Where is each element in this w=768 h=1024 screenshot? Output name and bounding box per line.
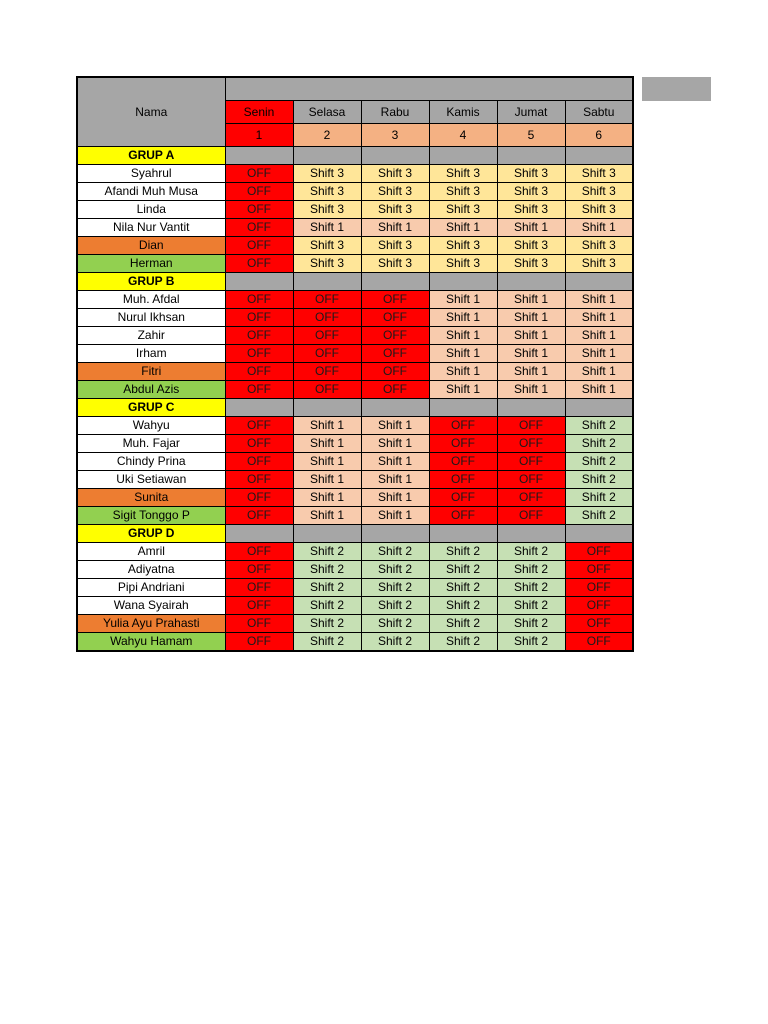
group-header-cell[interactable] [497, 147, 565, 165]
shift-cell[interactable]: OFF [293, 291, 361, 309]
shift-cell[interactable]: Shift 3 [293, 237, 361, 255]
shift-cell[interactable]: Shift 2 [565, 507, 633, 525]
table-row [77, 183, 633, 201]
employee-name[interactable]: Zahir [77, 327, 225, 345]
table-row [77, 597, 633, 615]
employee-name[interactable]: Abdul Azis [77, 381, 225, 399]
shift-cell[interactable]: OFF [225, 183, 293, 201]
shift-cell[interactable]: Shift 3 [361, 165, 429, 183]
shift-cell[interactable]: Shift 3 [565, 183, 633, 201]
shift-cell[interactable]: OFF [225, 435, 293, 453]
shift-cell[interactable]: OFF [497, 471, 565, 489]
shift-cell[interactable]: OFF [225, 165, 293, 183]
shift-cell[interactable]: Shift 2 [497, 579, 565, 597]
table-row [77, 201, 633, 219]
shift-cell[interactable]: OFF [497, 507, 565, 525]
shift-cell[interactable]: Shift 1 [293, 489, 361, 507]
shift-cell[interactable]: OFF [225, 255, 293, 273]
shift-cell[interactable]: Shift 3 [497, 237, 565, 255]
shift-cell[interactable]: Shift 1 [565, 309, 633, 327]
group-header-cell[interactable] [565, 525, 633, 543]
group-header-cell[interactable] [429, 273, 497, 291]
day-header-kamis[interactable]: Kamis [429, 101, 497, 124]
day-number-3[interactable]: 3 [361, 124, 429, 147]
employee-name[interactable]: Afandi Muh Musa [77, 183, 225, 201]
shift-cell[interactable]: OFF [225, 363, 293, 381]
shift-cell[interactable]: OFF [225, 219, 293, 237]
shift-cell[interactable]: Shift 1 [497, 381, 565, 399]
group-header-cell[interactable] [293, 525, 361, 543]
employee-name[interactable]: Muh. Fajar [77, 435, 225, 453]
shift-cell[interactable]: OFF [225, 345, 293, 363]
shift-cell[interactable]: Shift 2 [565, 489, 633, 507]
shift-cell[interactable]: Shift 2 [497, 615, 565, 633]
shift-cell[interactable]: Shift 1 [293, 219, 361, 237]
group-header-cell[interactable] [565, 147, 633, 165]
shift-cell[interactable]: Shift 2 [293, 561, 361, 579]
shift-cell[interactable]: Shift 3 [565, 201, 633, 219]
table-row [77, 255, 633, 273]
day-number-6[interactable]: 6 [565, 124, 633, 147]
shift-cell[interactable]: OFF [361, 381, 429, 399]
shift-cell[interactable]: Shift 3 [429, 237, 497, 255]
table-row [77, 579, 633, 597]
group-header-row [77, 525, 633, 543]
shift-cell[interactable]: Shift 2 [497, 633, 565, 652]
shift-cell[interactable]: Shift 2 [429, 615, 497, 633]
table-row [77, 561, 633, 579]
shift-cell[interactable]: Shift 3 [293, 183, 361, 201]
shift-cell[interactable]: OFF [225, 597, 293, 615]
group-header-cell[interactable] [361, 147, 429, 165]
group-label[interactable]: GRUP B [77, 273, 225, 291]
shift-cell[interactable]: OFF [361, 363, 429, 381]
shift-cell[interactable]: Shift 2 [565, 417, 633, 435]
group-header-cell[interactable] [429, 147, 497, 165]
day-number-5[interactable]: 5 [497, 124, 565, 147]
shift-cell[interactable]: Shift 2 [293, 615, 361, 633]
day-header-jumat[interactable]: Jumat [497, 101, 565, 124]
shift-cell[interactable]: Shift 2 [361, 597, 429, 615]
shift-cell[interactable]: Shift 2 [293, 597, 361, 615]
table-row [77, 417, 633, 435]
group-label[interactable]: GRUP D [77, 525, 225, 543]
day-header-selasa[interactable]: Selasa [293, 101, 361, 124]
employee-name[interactable]: Irham [77, 345, 225, 363]
shift-cell[interactable]: Shift 1 [293, 507, 361, 525]
shift-cell[interactable]: OFF [429, 453, 497, 471]
shift-cell[interactable]: Shift 1 [565, 291, 633, 309]
shift-cell[interactable]: Shift 1 [429, 219, 497, 237]
shift-cell[interactable]: Shift 1 [429, 363, 497, 381]
day-header-sabtu[interactable]: Sabtu [565, 101, 633, 124]
table-row [77, 291, 633, 309]
shift-cell[interactable]: OFF [225, 561, 293, 579]
table-row [77, 327, 633, 345]
employee-name[interactable]: Syahrul [77, 165, 225, 183]
shift-cell[interactable]: Shift 1 [293, 417, 361, 435]
shift-schedule-table [76, 76, 634, 652]
shift-cell[interactable]: Shift 1 [361, 435, 429, 453]
employee-name[interactable]: Yulia Ayu Prahasti [77, 615, 225, 633]
shift-cell[interactable]: OFF [361, 327, 429, 345]
shift-cell[interactable]: Shift 1 [429, 309, 497, 327]
group-header-cell[interactable] [429, 525, 497, 543]
employee-name[interactable]: Sunita [77, 489, 225, 507]
group-header-cell[interactable] [361, 273, 429, 291]
shift-cell[interactable]: Shift 2 [429, 543, 497, 561]
shift-cell[interactable]: OFF [225, 453, 293, 471]
shift-cell[interactable]: Shift 3 [361, 183, 429, 201]
table-row [77, 633, 633, 652]
shift-cell[interactable]: OFF [225, 471, 293, 489]
group-header-cell[interactable] [293, 273, 361, 291]
shift-cell[interactable]: OFF [565, 543, 633, 561]
shift-cell[interactable]: OFF [225, 201, 293, 219]
employee-name[interactable]: Nurul Ikhsan [77, 309, 225, 327]
shift-cell[interactable]: Shift 2 [361, 561, 429, 579]
shift-cell[interactable]: OFF [565, 615, 633, 633]
table-row [77, 471, 633, 489]
shift-cell[interactable]: OFF [361, 291, 429, 309]
shift-cell[interactable]: Shift 3 [429, 165, 497, 183]
day-number-1[interactable]: 1 [225, 124, 293, 147]
shift-cell[interactable]: OFF [225, 543, 293, 561]
header-grey-extension [642, 77, 711, 101]
shift-cell[interactable]: Shift 1 [565, 219, 633, 237]
shift-cell[interactable]: Shift 3 [293, 201, 361, 219]
shift-cell[interactable]: Shift 3 [361, 255, 429, 273]
shift-cell[interactable]: Shift 3 [497, 201, 565, 219]
shift-cell[interactable]: OFF [429, 489, 497, 507]
shift-cell[interactable]: Shift 1 [361, 417, 429, 435]
shift-cell[interactable]: Shift 1 [293, 453, 361, 471]
shift-cell[interactable]: OFF [225, 291, 293, 309]
day-number-4[interactable]: 4 [429, 124, 497, 147]
shift-cell[interactable]: Shift 1 [429, 291, 497, 309]
shift-cell[interactable]: Shift 2 [429, 597, 497, 615]
shift-cell[interactable]: OFF [497, 435, 565, 453]
shift-cell[interactable]: OFF [497, 417, 565, 435]
header-top-row [77, 77, 633, 101]
shift-cell[interactable]: OFF [361, 345, 429, 363]
shift-cell[interactable]: Shift 2 [361, 543, 429, 561]
shift-cell[interactable]: Shift 2 [429, 633, 497, 652]
employee-name[interactable]: Pipi Andriani [77, 579, 225, 597]
group-label[interactable]: GRUP A [77, 147, 225, 165]
shift-cell[interactable]: Shift 1 [497, 345, 565, 363]
shift-cell[interactable]: OFF [225, 237, 293, 255]
shift-cell[interactable]: OFF [361, 309, 429, 327]
shift-cell[interactable]: Shift 2 [293, 543, 361, 561]
group-header-cell[interactable] [361, 399, 429, 417]
shift-cell[interactable]: Shift 2 [497, 543, 565, 561]
shift-cell[interactable]: OFF [497, 453, 565, 471]
shift-cell[interactable]: Shift 1 [361, 489, 429, 507]
table-row [77, 381, 633, 399]
header-blank-band[interactable] [225, 77, 633, 101]
shift-cell[interactable]: OFF [497, 489, 565, 507]
shift-cell[interactable]: OFF [293, 309, 361, 327]
group-header-cell[interactable] [497, 399, 565, 417]
shift-cell[interactable]: Shift 1 [361, 453, 429, 471]
shift-cell[interactable]: Shift 3 [497, 165, 565, 183]
employee-name[interactable]: Dian [77, 237, 225, 255]
employee-name[interactable]: Adiyatna [77, 561, 225, 579]
shift-cell[interactable]: Shift 1 [497, 291, 565, 309]
shift-cell[interactable]: OFF [225, 309, 293, 327]
shift-cell[interactable]: Shift 1 [429, 327, 497, 345]
shift-cell[interactable]: Shift 2 [565, 435, 633, 453]
shift-cell[interactable]: Shift 1 [429, 381, 497, 399]
group-label[interactable]: GRUP C [77, 399, 225, 417]
group-header-cell[interactable] [293, 147, 361, 165]
shift-cell[interactable]: Shift 3 [497, 255, 565, 273]
shift-cell[interactable]: Shift 3 [565, 255, 633, 273]
shift-cell[interactable]: Shift 1 [497, 219, 565, 237]
table-row [77, 219, 633, 237]
shift-cell[interactable]: Shift 2 [565, 453, 633, 471]
shift-cell[interactable]: OFF [225, 417, 293, 435]
employee-name[interactable]: Linda [77, 201, 225, 219]
shift-cell[interactable]: Shift 1 [361, 507, 429, 525]
shift-cell[interactable]: Shift 2 [361, 615, 429, 633]
table-row [77, 543, 633, 561]
shift-cell[interactable]: OFF [565, 579, 633, 597]
table-row [77, 237, 633, 255]
shift-cell[interactable]: Shift 1 [293, 471, 361, 489]
table-row [77, 615, 633, 633]
shift-cell[interactable]: Shift 3 [361, 237, 429, 255]
shift-cell[interactable]: OFF [225, 327, 293, 345]
shift-cell[interactable]: OFF [429, 507, 497, 525]
group-header-row [77, 273, 633, 291]
group-header-cell[interactable] [565, 399, 633, 417]
shift-cell[interactable]: Shift 2 [497, 597, 565, 615]
shift-cell[interactable]: OFF [225, 579, 293, 597]
shift-cell[interactable]: OFF [429, 435, 497, 453]
shift-cell[interactable]: Shift 3 [429, 255, 497, 273]
shift-cell[interactable]: Shift 1 [361, 219, 429, 237]
group-header-cell[interactable] [361, 525, 429, 543]
group-header-row [77, 147, 633, 165]
table-row [77, 435, 633, 453]
shift-cell[interactable]: Shift 1 [565, 327, 633, 345]
shift-cell[interactable]: Shift 2 [293, 579, 361, 597]
shift-cell[interactable]: Shift 1 [497, 309, 565, 327]
shift-cell[interactable]: OFF [565, 597, 633, 615]
group-header-cell[interactable] [225, 525, 293, 543]
shift-cell[interactable]: Shift 2 [293, 633, 361, 652]
group-header-cell[interactable] [497, 273, 565, 291]
shift-cell[interactable]: Shift 1 [565, 363, 633, 381]
employee-name[interactable]: Nila Nur Vantit [77, 219, 225, 237]
table-row [77, 363, 633, 381]
shift-cell[interactable]: OFF [293, 381, 361, 399]
employee-name[interactable]: Chindy Prina [77, 453, 225, 471]
shift-cell[interactable]: Shift 1 [565, 381, 633, 399]
shift-cell[interactable]: Shift 1 [497, 327, 565, 345]
shift-cell[interactable]: Shift 1 [429, 345, 497, 363]
group-header-cell[interactable] [225, 273, 293, 291]
group-header-row [77, 399, 633, 417]
table-row [77, 489, 633, 507]
employee-name[interactable]: Uki Setiawan [77, 471, 225, 489]
day-header-senin[interactable]: Senin [225, 101, 293, 124]
employee-name[interactable]: Wana Syairah [77, 597, 225, 615]
shift-cell[interactable]: Shift 3 [497, 183, 565, 201]
name-column-header[interactable]: Nama [77, 77, 225, 147]
shift-cell[interactable]: Shift 2 [361, 633, 429, 652]
shift-cell[interactable]: Shift 1 [361, 471, 429, 489]
shift-cell[interactable]: Shift 2 [497, 561, 565, 579]
shift-cell[interactable]: Shift 3 [361, 201, 429, 219]
group-header-cell[interactable] [225, 147, 293, 165]
shift-cell[interactable]: OFF [565, 561, 633, 579]
shift-cell[interactable]: Shift 3 [565, 165, 633, 183]
group-header-cell[interactable] [565, 273, 633, 291]
table-row [77, 165, 633, 183]
day-number-2[interactable]: 2 [293, 124, 361, 147]
shift-cell[interactable]: Shift 2 [429, 561, 497, 579]
employee-name[interactable]: Amril [77, 543, 225, 561]
group-header-cell[interactable] [497, 525, 565, 543]
shift-cell[interactable]: Shift 1 [565, 345, 633, 363]
employee-name[interactable]: Wahyu [77, 417, 225, 435]
group-header-cell[interactable] [429, 399, 497, 417]
group-header-cell[interactable] [293, 399, 361, 417]
shift-cell[interactable]: Shift 2 [565, 471, 633, 489]
shift-cell[interactable]: OFF [565, 633, 633, 652]
shift-cell[interactable]: Shift 3 [293, 165, 361, 183]
shift-cell[interactable]: Shift 1 [293, 435, 361, 453]
schedule-body [77, 147, 633, 652]
group-header-cell[interactable] [225, 399, 293, 417]
shift-cell[interactable]: OFF [429, 471, 497, 489]
table-row [77, 507, 633, 525]
shift-cell[interactable]: Shift 2 [429, 579, 497, 597]
table-row [77, 453, 633, 471]
shift-cell[interactable]: OFF [225, 507, 293, 525]
shift-cell[interactable]: OFF [225, 633, 293, 652]
shift-cell[interactable]: Shift 3 [293, 255, 361, 273]
employee-name[interactable]: Muh. Afdal [77, 291, 225, 309]
shift-cell[interactable]: OFF [225, 489, 293, 507]
table-row [77, 345, 633, 363]
shift-cell[interactable]: OFF [293, 327, 361, 345]
employee-name[interactable]: Wahyu Hamam [77, 633, 225, 652]
shift-cell[interactable]: OFF [225, 381, 293, 399]
day-header-rabu[interactable]: Rabu [361, 101, 429, 124]
table-row [77, 309, 633, 327]
employee-name[interactable]: Herman [77, 255, 225, 273]
shift-cell[interactable]: Shift 3 [565, 237, 633, 255]
shift-cell[interactable]: Shift 1 [497, 363, 565, 381]
shift-cell[interactable]: Shift 3 [429, 201, 497, 219]
shift-cell[interactable]: OFF [293, 363, 361, 381]
employee-name[interactable]: Sigit Tonggo P [77, 507, 225, 525]
shift-cell[interactable]: Shift 3 [429, 183, 497, 201]
shift-cell[interactable]: OFF [293, 345, 361, 363]
shift-cell[interactable]: OFF [429, 417, 497, 435]
shift-cell[interactable]: Shift 2 [361, 579, 429, 597]
shift-cell[interactable]: OFF [225, 615, 293, 633]
employee-name[interactable]: Fitri [77, 363, 225, 381]
